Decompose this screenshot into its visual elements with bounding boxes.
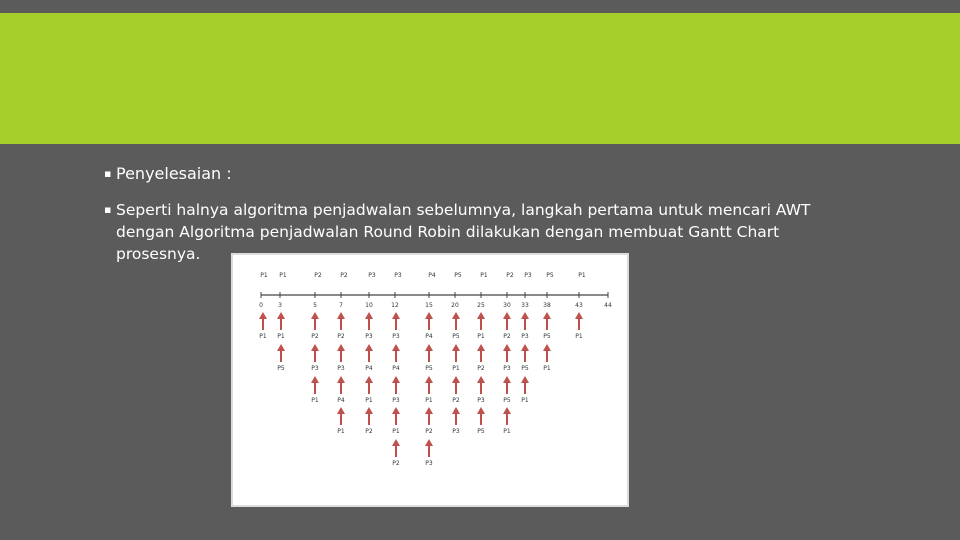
timeline-time-label: 20 [451, 302, 459, 309]
timeline-time-label: 12 [391, 302, 399, 309]
queue-arrow-head [452, 312, 460, 319]
queue-arrow-head [425, 312, 433, 319]
queue-arrow-head [452, 376, 460, 383]
queue-process-label: P2 [337, 333, 345, 340]
queue-process-label: P3 [392, 333, 400, 340]
queue-arrow-head [365, 312, 373, 319]
timeline-time-label: 10 [365, 302, 373, 309]
queue-process-label: P2 [392, 460, 400, 467]
queue-process-label: P5 [521, 365, 529, 372]
queue-arrow-head [365, 344, 373, 351]
queue-process-label: P1 [365, 397, 373, 404]
gantt-process-label: P2 [506, 272, 514, 279]
queue-arrow-head [503, 407, 511, 414]
bullet-icon: ▪ [104, 203, 112, 216]
timeline-time-label: 5 [313, 302, 317, 309]
bullet-list [104, 163, 864, 265]
queue-process-label: P5 [543, 333, 551, 340]
queue-process-label: P2 [503, 333, 511, 340]
queue-process-label: P5 [503, 397, 511, 404]
queue-process-label: P2 [477, 365, 485, 372]
queue-process-label: P2 [425, 428, 433, 435]
queue-process-label: P3 [503, 365, 511, 372]
gantt-chart-image [231, 253, 629, 507]
bullet-item [104, 163, 864, 185]
queue-arrow-head [337, 376, 345, 383]
queue-arrow-head [477, 344, 485, 351]
timeline-time-label: 3 [278, 302, 282, 309]
bullet-text: Penyelesaian : [116, 164, 232, 183]
queue-process-label: P3 [337, 365, 345, 372]
timeline-time-label: 43 [575, 302, 583, 309]
queue-arrow-head [311, 344, 319, 351]
timeline-time-label: 7 [339, 302, 343, 309]
queue-arrow-head [521, 312, 529, 319]
queue-process-label: P3 [425, 460, 433, 467]
queue-process-label: P1 [425, 397, 433, 404]
queue-process-label: P1 [392, 428, 400, 435]
queue-arrow-head [425, 407, 433, 414]
timeline-time-label: 15 [425, 302, 433, 309]
queue-arrow-head [392, 376, 400, 383]
queue-process-label: P2 [365, 428, 373, 435]
queue-arrow-head [392, 439, 400, 446]
timeline-time-label: 38 [543, 302, 551, 309]
gantt-chart-svg [233, 255, 627, 505]
gantt-process-label: P4 [428, 272, 436, 279]
queue-arrow-head [452, 407, 460, 414]
gantt-process-label: P1 [480, 272, 488, 279]
queue-arrow-head [477, 407, 485, 414]
queue-arrow-head [521, 344, 529, 351]
queue-process-label: P2 [311, 333, 319, 340]
queue-process-label: P3 [392, 397, 400, 404]
queue-arrow-head [425, 439, 433, 446]
queue-process-label: P1 [521, 397, 529, 404]
queue-arrow-head [365, 407, 373, 414]
queue-process-label: P1 [311, 397, 319, 404]
timeline-time-label: 44 [604, 302, 612, 309]
queue-arrow-head [392, 344, 400, 351]
queue-arrow-head [337, 312, 345, 319]
queue-arrow-head [259, 312, 267, 319]
queue-process-label: P5 [477, 428, 485, 435]
queue-arrow-head [543, 312, 551, 319]
title-band [0, 13, 960, 144]
queue-process-label: P4 [365, 365, 373, 372]
timeline-time-label: 0 [259, 302, 263, 309]
queue-arrow-head [337, 407, 345, 414]
queue-arrow-head [477, 376, 485, 383]
queue-arrow-head [452, 344, 460, 351]
queue-process-label: P3 [477, 397, 485, 404]
queue-arrow-head [392, 407, 400, 414]
top-strip [0, 0, 960, 13]
queue-process-label: P4 [337, 397, 345, 404]
gantt-process-label: P1 [260, 272, 268, 279]
timeline-time-label: 33 [521, 302, 529, 309]
queue-arrow-head [503, 376, 511, 383]
queue-process-label: P5 [452, 333, 460, 340]
queue-arrow-head [337, 344, 345, 351]
queue-arrow-head [277, 312, 285, 319]
queue-arrow-head [277, 344, 285, 351]
queue-process-label: P1 [452, 365, 460, 372]
queue-process-label: P5 [277, 365, 285, 372]
queue-arrow-head [425, 344, 433, 351]
gantt-process-label: P2 [314, 272, 322, 279]
gantt-process-label: P3 [524, 272, 532, 279]
queue-arrow-head [392, 312, 400, 319]
gantt-process-label: P1 [578, 272, 586, 279]
gantt-process-label: P5 [546, 272, 554, 279]
timeline-time-label: 25 [477, 302, 485, 309]
bullet-text: Seperti halnya algoritma penjadwalan sebelumnya, langkah pertama untuk mencari AWT dengan Algoritma penjadwalan Round Robin dilakukan dengan membuat Gantt Chart prosesnya. [116, 201, 811, 263]
queue-process-label: P1 [543, 365, 551, 372]
queue-arrow-head [477, 312, 485, 319]
queue-process-label: P1 [503, 428, 511, 435]
queue-process-label: P3 [521, 333, 529, 340]
timeline-time-label: 30 [503, 302, 511, 309]
queue-process-label: P1 [277, 333, 285, 340]
queue-process-label: P1 [337, 428, 345, 435]
queue-arrow-head [425, 376, 433, 383]
queue-process-label: P3 [365, 333, 373, 340]
queue-process-label: P3 [311, 365, 319, 372]
gantt-process-label: P5 [454, 272, 462, 279]
queue-process-label: P2 [452, 397, 460, 404]
gantt-process-label: P3 [394, 272, 402, 279]
queue-process-label: P5 [425, 365, 433, 372]
queue-arrow-head [311, 376, 319, 383]
queue-process-label: P1 [477, 333, 485, 340]
queue-arrow-head [575, 312, 583, 319]
queue-process-label: P4 [392, 365, 400, 372]
gantt-process-label: P1 [279, 272, 287, 279]
gantt-process-label: P2 [340, 272, 348, 279]
queue-arrow-head [365, 376, 373, 383]
queue-process-label: P3 [452, 428, 460, 435]
queue-arrow-head [521, 376, 529, 383]
queue-arrow-head [543, 344, 551, 351]
gantt-process-label: P3 [368, 272, 376, 279]
queue-arrow-head [503, 312, 511, 319]
queue-arrow-head [311, 312, 319, 319]
queue-arrow-head [503, 344, 511, 351]
queue-process-label: P1 [259, 333, 267, 340]
bullet-icon: ▪ [104, 167, 112, 180]
queue-process-label: P4 [425, 333, 433, 340]
queue-process-label: P1 [575, 333, 583, 340]
